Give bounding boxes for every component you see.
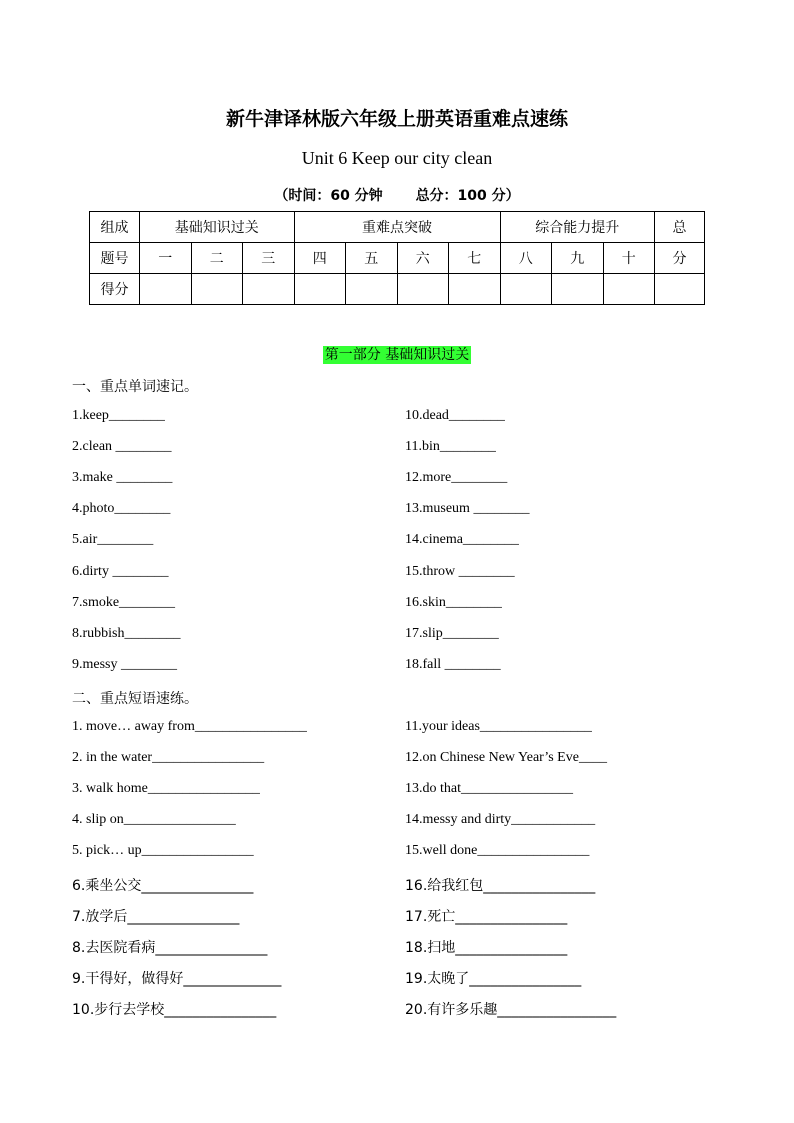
exercise-item[interactable]: 14.messy and dirty____________ [405,812,596,828]
exercise-item[interactable]: 2.clean ________ [72,439,172,455]
exercise-item[interactable]: 11.bin________ [405,439,496,455]
exercise-item[interactable]: 8.去医院看病________________ [72,939,268,956]
exercise-item[interactable]: 7.smoke________ [72,594,176,610]
exercise-item[interactable]: 1. move… away from________________ [72,719,307,734]
exercise-item[interactable]: 5. pick… up________________ [72,843,254,859]
total-header-top: 总 [655,212,705,243]
question-number: 九 [552,243,604,274]
exercise-item[interactable]: 3. walk home________________ [72,781,260,797]
exercise-item[interactable]: 2. in the water________________ [72,750,265,766]
exercise-item[interactable]: 18.fall ________ [405,656,501,672]
exercise-item[interactable]: 20.有许多乐趣_________________ [405,1001,617,1018]
score-cell[interactable] [449,274,501,305]
score-cell[interactable] [603,274,655,305]
exam-meta [0,185,794,205]
exercise-item[interactable]: 12.on Chinese New Year’s Eve____ [405,750,607,766]
question-number: 二 [191,243,243,274]
score-table [89,211,705,305]
group-comprehensive: 综合能力提升 [500,212,655,243]
exercise-item[interactable]: 12.more________ [405,470,508,486]
score-cell[interactable] [191,274,243,305]
exercise-item[interactable]: 6.乘坐公交________________ [72,877,254,894]
score-table-row-composition [90,212,705,243]
score-table-row-scores [90,274,705,305]
total-score-cell[interactable] [655,274,705,305]
exercise-item[interactable]: 9.messy ________ [72,656,177,672]
exercise-item[interactable]: 11.your ideas________________ [405,719,592,734]
exercise-item[interactable]: 3.make ________ [72,470,173,486]
question-number: 七 [449,243,501,274]
question-number: 十 [603,243,655,274]
part2-heading: 二、重点短语速练。 [72,691,198,707]
score-cell[interactable] [140,274,192,305]
score-cell[interactable] [294,274,346,305]
exercise-item[interactable]: 8.rubbish________ [72,625,181,641]
document-title: 新牛津译林版六年级上册英语重难点速练 [225,108,568,130]
row-label: 组成 [90,212,140,243]
group-key: 重难点突破 [294,212,500,243]
exercise-item[interactable]: 10.步行去学校________________ [72,1001,277,1018]
exercise-item[interactable]: 7.放学后________________ [72,908,240,925]
question-number: 六 [397,243,449,274]
exercise-item[interactable]: 15.well done________________ [405,843,590,859]
question-number: 一 [140,243,192,274]
section-tag [0,344,794,364]
exercise-item[interactable]: 4. slip on________________ [72,812,236,828]
score-cell[interactable] [552,274,604,305]
exercise-item[interactable]: 18.扫地________________ [405,939,568,956]
question-number: 五 [346,243,398,274]
part1-heading: 一、重点单词速记。 [72,379,198,395]
exercise-item[interactable]: 5.air________ [72,532,154,548]
time-limit: （时间：60 分钟 [274,188,383,204]
exercise-item[interactable]: 17.死亡________________ [405,908,568,925]
exercise-item[interactable]: 13.do that________________ [405,781,573,797]
exercise-item[interactable]: 10.dead________ [405,408,505,423]
exercise-item[interactable]: 13.museum ________ [405,501,530,517]
exercise-item[interactable]: 9.干得好，做得好______________ [72,970,282,987]
exercise-item[interactable]: 16.skin________ [405,594,502,610]
question-number: 四 [294,243,346,274]
question-number: 八 [500,243,552,274]
row-label: 题号 [90,243,140,274]
unit-subtitle: Unit 6 Keep our city clean [301,148,493,168]
row-label: 得分 [90,274,140,305]
question-number: 三 [243,243,295,274]
section-tag-label: 第一部分 基础知识过关 [324,347,470,363]
exercise-item[interactable]: 1.keep________ [72,408,165,423]
score-cell[interactable] [500,274,552,305]
exercise-item[interactable]: 19.太晚了________________ [405,970,582,987]
score-cell[interactable] [243,274,295,305]
total-header-bottom: 分 [655,243,705,274]
exercise-item[interactable]: 14.cinema________ [405,532,519,548]
exercise-item[interactable]: 15.throw ________ [405,563,515,579]
score-cell[interactable] [397,274,449,305]
exercise-item[interactable]: 16.给我红包________________ [405,877,596,894]
score-cell[interactable] [346,274,398,305]
exercise-item[interactable]: 17.slip________ [405,625,499,641]
total-score: 总分：100 分） [415,188,520,204]
exercise-item[interactable]: 6.dirty ________ [72,563,169,579]
exercise-item[interactable]: 4.photo________ [72,501,171,517]
group-basic: 基础知识过关 [140,212,295,243]
score-table-row-numbers [90,243,705,274]
